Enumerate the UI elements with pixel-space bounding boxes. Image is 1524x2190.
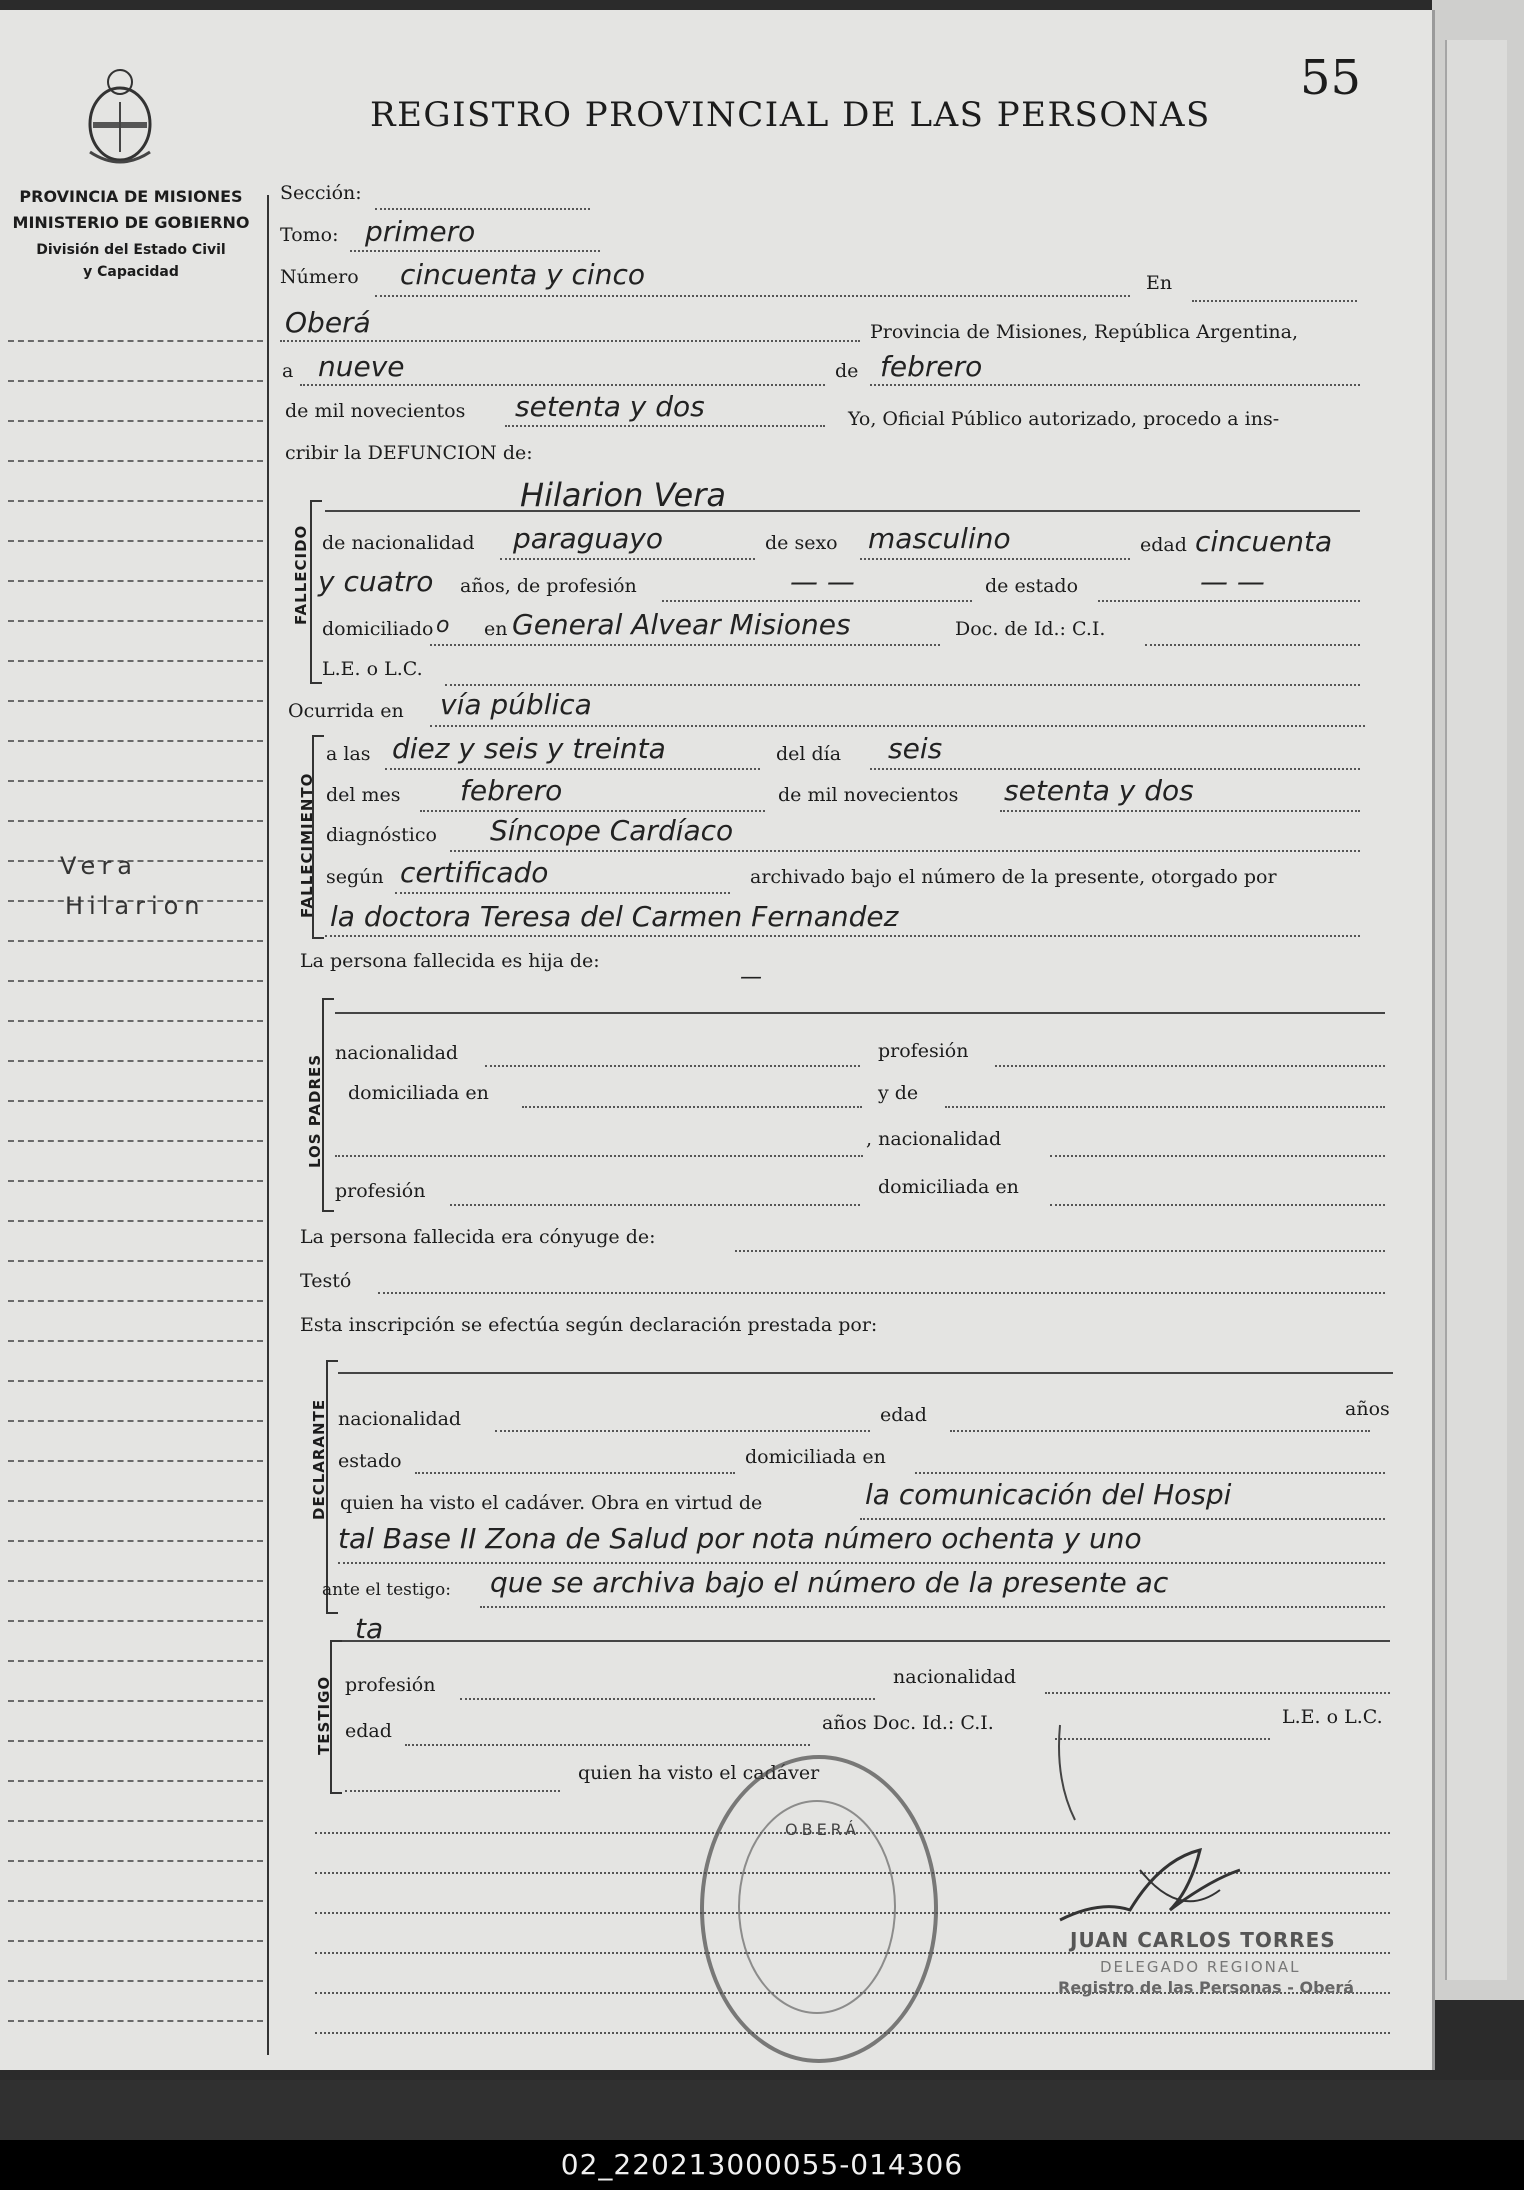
official-name: JUAN CARLOS TORRES — [1070, 1928, 1336, 1952]
coat-of-arms-icon — [75, 62, 165, 170]
declarante-domiciliada-line — [915, 1472, 1385, 1474]
segun-value: certificado — [400, 856, 549, 889]
dia-line-2 — [870, 768, 1360, 770]
obra-line-2 — [338, 1562, 1385, 1564]
le-line — [445, 684, 1360, 686]
padres-domiciliada-line — [522, 1106, 862, 1108]
testigo-cadaver-line — [345, 1790, 560, 1792]
padres-domiciliada2-label: domiciliada en — [878, 1176, 1019, 1198]
edad-value: cincuenta — [1195, 525, 1333, 558]
declarante-nacionalidad-label: nacionalidad — [338, 1408, 462, 1430]
y-de-label: y de — [878, 1082, 919, 1104]
tomo-label: Tomo: — [280, 224, 339, 246]
padres-nacionalidad2-label: , nacionalidad — [866, 1128, 1002, 1150]
y-de-line — [945, 1106, 1385, 1108]
ocurrida-value: vía pública — [440, 688, 592, 721]
padres-nacionalidad-label: nacionalidad — [335, 1042, 459, 1064]
mes-value: febrero — [880, 350, 983, 383]
obra-value-3: que se archiva bajo el número de la presente ac — [490, 1566, 1169, 1599]
domicilio-line — [430, 644, 940, 646]
anio-line-2 — [1000, 810, 1360, 812]
en-label: En — [1146, 272, 1173, 294]
padres-profesion-label: profesión — [878, 1040, 969, 1062]
padres-domiciliada-label: domiciliada en — [348, 1082, 489, 1104]
obra-line-1 — [860, 1518, 1385, 1520]
estado-value: — — — [1200, 565, 1265, 598]
padre-dash: — — [740, 965, 762, 990]
edad-label: edad — [1140, 534, 1187, 556]
mes-line-2 — [420, 810, 765, 812]
testigo-doc-label: años Doc. Id.: C.I. — [822, 1712, 994, 1734]
hora-line — [385, 768, 760, 770]
lugar-line — [280, 340, 860, 342]
numero-label: Número — [280, 266, 359, 288]
padres-profesion2-line — [450, 1204, 860, 1206]
diagnostico-line — [450, 850, 1360, 852]
tomo-value: primero — [365, 215, 476, 248]
a-label: a — [282, 360, 294, 382]
en-line — [1192, 300, 1357, 302]
anio-line — [505, 425, 825, 427]
testigo-le-label: L.E. o L.C. — [1282, 1706, 1383, 1728]
archivado-text: archivado bajo el número de la presente, otorgado por — [750, 866, 1277, 888]
diagnostico-value: Síncope Cardíaco — [490, 814, 734, 847]
diagnostico-label: diagnóstico — [326, 824, 437, 846]
obra-value-2: tal Base II Zona de Salud por nota número ochenta y uno — [338, 1522, 1142, 1555]
anio-value-2: setenta y dos — [1004, 774, 1194, 807]
padres-profesion-line — [995, 1065, 1385, 1067]
pen-mark — [1050, 1720, 1090, 1830]
hora-value: diez y seis y treinta — [392, 732, 666, 765]
declaracion-label: Esta inscripción se efectúa según declaración prestada por: — [300, 1314, 878, 1336]
margin-given-name: Hilarion — [65, 892, 206, 920]
provincia-text: Provincia de Misiones, República Argentina, — [870, 321, 1299, 343]
mes-line — [870, 384, 1360, 386]
seccion-label: Sección: — [280, 182, 362, 204]
padres-nacionalidad2-line — [1050, 1155, 1385, 1157]
tomo-line — [350, 250, 600, 252]
conyuge-label: La persona fallecida era cónyuge de: — [300, 1226, 656, 1248]
numero-value: cincuenta y cinco — [400, 258, 645, 291]
document-page — [0, 10, 1435, 2070]
lugar-value: Oberá — [285, 306, 371, 339]
anios-profesion-label: años, de profesión — [460, 575, 637, 597]
domicilio-en: en — [484, 618, 508, 640]
dia-value-2: seis — [888, 732, 943, 765]
ocurrida-line — [430, 725, 1365, 727]
testigo-top-line — [340, 1640, 1390, 1642]
padres-domiciliada2-line — [1050, 1204, 1385, 1206]
anio-label-2: de mil novecientos — [778, 784, 959, 806]
profesion-value: — — — [790, 565, 855, 598]
mes-value-2: febrero — [460, 774, 563, 807]
estado-label: de estado — [985, 575, 1079, 597]
declarante-estado-label: estado — [338, 1450, 402, 1472]
sexo-line — [860, 558, 1130, 560]
org-ministry: MINISTERIO DE GOBIERNO — [12, 213, 250, 232]
declarante-estado-line — [415, 1472, 735, 1474]
declarante-line — [338, 1372, 1393, 1374]
testigo-edad-label: edad — [345, 1720, 392, 1742]
declarante-nacionalidad-line — [495, 1430, 870, 1432]
margin-surname: Vera — [60, 852, 138, 880]
ante-label: ante el testigo: — [322, 1580, 452, 1600]
sexo-value: masculino — [868, 522, 1011, 555]
madre-line — [335, 1155, 863, 1157]
doc-label: Doc. de Id.: C.I. — [955, 618, 1106, 640]
obra-value-1: la comunicación del Hospi — [865, 1478, 1232, 1511]
page-title: REGISTRO PROVINCIAL DE LAS PERSONAS — [370, 95, 1211, 135]
obra-value-4: ta — [355, 1612, 384, 1645]
padres-nacionalidad-line — [485, 1065, 860, 1067]
mes-label: del mes — [326, 784, 401, 806]
de-label: de — [835, 360, 859, 382]
anio-prefix: de mil novecientos — [285, 400, 466, 422]
testigo-edad-line — [405, 1744, 810, 1746]
declarante-domiciliada-label: domiciliada en — [745, 1446, 886, 1468]
ocurrida-label: Ocurrida en — [288, 700, 404, 722]
doc-line — [1145, 644, 1360, 646]
page-edge-inner — [1445, 40, 1507, 1980]
file-caption: 02_220213000055-014306 — [0, 2140, 1524, 2190]
nacionalidad-line — [500, 558, 755, 560]
nacionalidad-label: de nacionalidad — [322, 532, 475, 554]
quien-label: quien ha visto el cadáver. Obra en virtud de — [340, 1492, 763, 1514]
org-capacity: y Capacidad — [83, 264, 179, 280]
obra-line-3 — [480, 1606, 1385, 1608]
hora-label: a las — [326, 743, 371, 765]
page-number: 55 — [1300, 50, 1362, 106]
org-division: División del Estado Civil — [36, 242, 226, 258]
testigo-section-label: TESTIGO — [315, 1675, 333, 1755]
deceased-name: Hilarion Vera — [520, 476, 726, 514]
declarante-edad-label: edad — [880, 1404, 927, 1426]
testo-label: Testó — [300, 1270, 352, 1292]
segun-label: según — [326, 866, 384, 888]
testigo-profesion-label: profesión — [345, 1674, 436, 1696]
seccion-line — [375, 208, 590, 210]
declarante-section-label: DECLARANTE — [310, 1398, 328, 1520]
official-title: DELEGADO REGIONAL — [1100, 1958, 1301, 1976]
le-label: L.E. o L.C. — [322, 658, 423, 680]
hija-label: La persona fallecida es hija de: — [300, 950, 600, 972]
dia-line — [300, 384, 825, 386]
numero-line — [375, 295, 1130, 297]
padres-section-label: LOS PADRES — [306, 1053, 324, 1168]
inscribir-text: cribir la DEFUNCION de: — [285, 442, 533, 464]
domicilio-label: domiciliado — [322, 618, 434, 640]
testigo-cadaver-label: quien ha visto el cadáver — [578, 1762, 820, 1784]
testo-line — [378, 1292, 1385, 1294]
testigo-nacionalidad-label: nacionalidad — [893, 1666, 1017, 1688]
testigo-nacionalidad-line — [1045, 1692, 1390, 1694]
domicilio-value: General Alvear Misiones — [512, 608, 851, 641]
testigo-profesion-line — [460, 1698, 875, 1700]
conyuge-line — [735, 1250, 1385, 1252]
margin-divider — [267, 195, 269, 2055]
declarante-edad-line — [950, 1430, 1370, 1432]
fallecido-section-label: FALLECIDO — [292, 524, 310, 625]
segun-line — [395, 892, 730, 894]
anio-value: setenta y dos — [515, 390, 705, 423]
name-line — [325, 510, 1360, 512]
declarante-anios-label: años — [1345, 1398, 1390, 1420]
oficial-text: Yo, Oficial Público autorizado, procedo a ins- — [848, 408, 1280, 430]
nacionalidad-value: paraguayo — [513, 522, 663, 555]
edad-value-cont: y cuatro — [318, 565, 434, 598]
padres-profesion2-label: profesión — [335, 1180, 426, 1202]
dia-label: del día — [776, 743, 842, 765]
org-province: PROVINCIA DE MISIONES — [19, 187, 243, 206]
profesion-line — [662, 600, 972, 602]
estado-line — [1098, 600, 1360, 602]
seal-text: OBERÁ — [785, 1820, 861, 1839]
doctora-line — [325, 935, 1360, 937]
padre-line — [335, 1012, 1385, 1014]
domicilio-o: o — [436, 613, 450, 638]
binding-strip — [0, 2080, 1524, 2140]
doctora-value: la doctora Teresa del Carmen Fernandez — [330, 900, 899, 933]
official-office: Registro de las Personas - Oberá — [1058, 1978, 1355, 1997]
dia-value: nueve — [318, 350, 405, 383]
fallecimiento-section-label: FALLECIMIENTO — [298, 772, 316, 918]
sexo-label: de sexo — [765, 532, 838, 554]
